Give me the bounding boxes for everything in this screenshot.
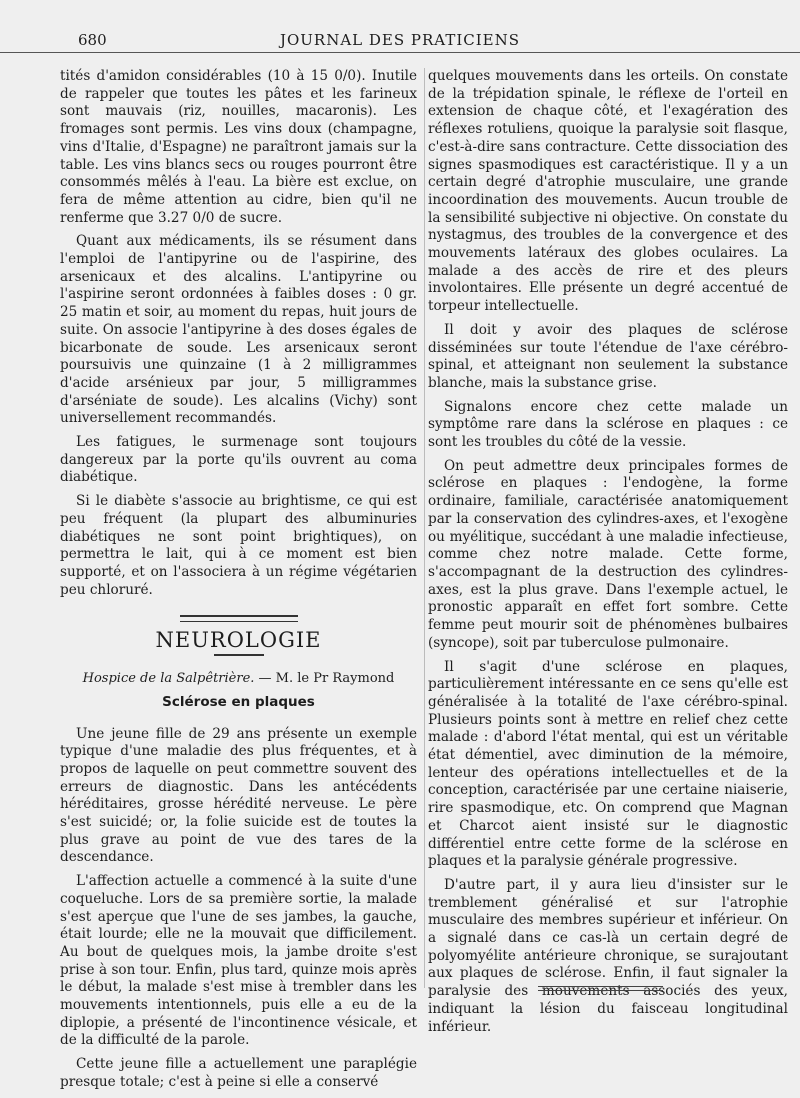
paragraph: L'affection actuelle a commencé à la suite d'une coqueluche. Lors de sa première sortie, la malade s'est aperçue que l'une de ses jambes, la gauche, était lourde; elle ne la mouvait que difficilement. Au bout de quelques mois, la jambe droite s'est prise à son tour. Enfin, plus tard, quinze mois après le début, la malade s'est mise à trembler dans les mouvements intentionnels, puis elle a eu de la diplopie, a présenté de l'incontinence vésicale, et de la difficulté de la parole. [60, 873, 417, 1049]
byline-place: Hospice de la Salpêtrière. [82, 671, 255, 687]
title-underline [214, 654, 264, 656]
byline-author: — M. le Pr Raymond [258, 671, 395, 687]
paragraph: On peut admettre deux principales formes de sclérose en plaques : l'endogène, la forme ordinaire, familiale, caractérisée anatomiquement par la conservation des cylindres-axes, et l'exogène ou myélitique, succédant à une maladie infectieuse, comme chez notre malade. Cette forme, s'accompagnant de la destruction des cylindres-axes, est la plus grave. Dans l'exemple actuel, le pronostic apparaît en effet fort sombre. Cette femme peut mourir soit de phénomènes bulbaires (syncope), soit par tuberculose pulmonaire. [428, 457, 788, 651]
paragraph: Signalons encore chez cette malade un symptôme rare dans la sclérose en plaques : ce sont les troubles du côté de la vessie. [428, 398, 788, 451]
right-column [428, 68, 788, 1042]
left-column [60, 68, 417, 1098]
article-subtitle: Sclérose en plaques [162, 693, 315, 710]
byline [60, 670, 417, 688]
end-divider [538, 986, 663, 991]
paragraph: Une jeune fille de 29 ans présente un exemple typique d'une maladie des plus fréquentes, et à propos de laquelle on peut commettre souvent des erreurs de diagnostic. Dans les antécédents héréditaires, grosse hérédité nerveuse. Le père s'est suicidé; or, la folie suicide est de toutes la plus grave au point de vue des tares de la descendance. [60, 725, 417, 866]
paragraph: tités d'amidon considérables (10 à 15 0/0). Inutile de rappeler que toutes les pâtes et les farineux sont mauvais (riz, nouilles, macaronis). Les fromages sont permis. Les vins doux (champagne, vins d'Italie, d'Espagne) ne paraîtront jamais sur la table. Les vins blancs secs ou rouges pourront être consommés mêlés à l'eau. La bière est exclue, on fera de même attention au cidre, bien qu'il ne renferme que 3.27 0/0 de sucre. [60, 68, 417, 226]
paragraph: quelques mouvements dans les orteils. On constate de la trépidation spinale, le réflexe de l'orteil en extension de chaque côté, et l'exagération des réflexes rotuliens, quoique la paralysie soit flasque, c'est-à-dire sans contracture. Cette dissociation des signes spasmodiques est caractéristique. Il y a un certain degré d'atrophie musculaire, une grande incoordination des mouvements. Aucun trouble de la sensibilité subjective ni objective. On constate du nystagmus, des troubles de la convergence et des mouvements latéraux des globes oculaires. La malade a des accès de rire et des pleurs involontaires. Elle présente un degré accentué de torpeur intellectuelle. [428, 68, 788, 315]
paragraph: Il s'agit d'une sclérose en plaques, particulièrement intéressante en ce sens qu'elle est généralisée à la totalité de l'axe cérébro-spinal. Plusieurs points sont à mettre en relief chez cette malade : d'abord l'état mental, qui est un véritable état démentiel, avec diminution de la mémoire, lenteur des opérations intellectuelles et de la conception, caractérisée par une certaine niaiserie, rire spasmodique, etc. On comprend que Magnan et Charcot aient insisté sur le diagnostic différentiel entre cette forme de la sclérose en plaques et la paralysie générale progressive. [428, 658, 788, 870]
page-header [0, 28, 800, 53]
column-divider [424, 68, 425, 988]
section-divider [180, 615, 298, 622]
paragraph: Les fatigues, le surmenage sont toujours dangereux par la porte qu'ils ouvrent au coma diabétique. [60, 434, 417, 486]
journal-title: JOURNAL DES PRATICIENS [279, 31, 521, 49]
paragraph: Il doit y avoir des plaques de sclérose disséminées sur toute l'étendue de l'axe cérébro-spinal, et atteignant non seulement la substance blanche, mais la substance grise. [428, 321, 788, 391]
paragraph: Si le diabète s'associe au brightisme, ce qui est peu fréquent (la plupart des albuminuries diabétiques ne sont point brightiques), on permettra le lait, qui à ce moment est bien supporté, et on l'associera à un régime végétarien peu chloruré. [60, 493, 417, 598]
section-title: NEUROLOGIE [155, 628, 322, 653]
paragraph: D'autre part, il y aura lieu d'insister sur le tremblement généralisé et sur l'atrophie musculaire des membres supérieur et inférieur. On a signalé dans ce cas-là un certain degré de polyomyélite antérieure chronique, se surajoutant aux plaques de sclérose. Enfin, il faut signaler la paralysie des mouvements associés des yeux, indiquant la lésion du faisceau longitudinal inférieur. [428, 876, 788, 1035]
paragraph: Cette jeune fille a actuellement une paraplégie presque totale; c'est à peine si elle a conservé [60, 1056, 417, 1090]
paragraph: Quant aux médicaments, ils se résument dans l'emploi de l'antipyrine ou de l'aspirine, des arsenicaux et des alcalins. L'antipyrine ou l'aspirine seront ordonnées à faibles doses : 0 gr. 25 matin et soir, au moment du repas, huit jours de suite. On associe l'antipyrine à des doses égales de bicarbonate de soude. Les arsenicaux seront poursuivis une quinzaine (1 à 2 milligrammes d'acide arsénieux par jour, 5 milligrammes d'arséniate de soude). Les alcalins (Vichy) sont universellement recommandés. [60, 233, 417, 427]
page-number: 680 [78, 31, 107, 49]
